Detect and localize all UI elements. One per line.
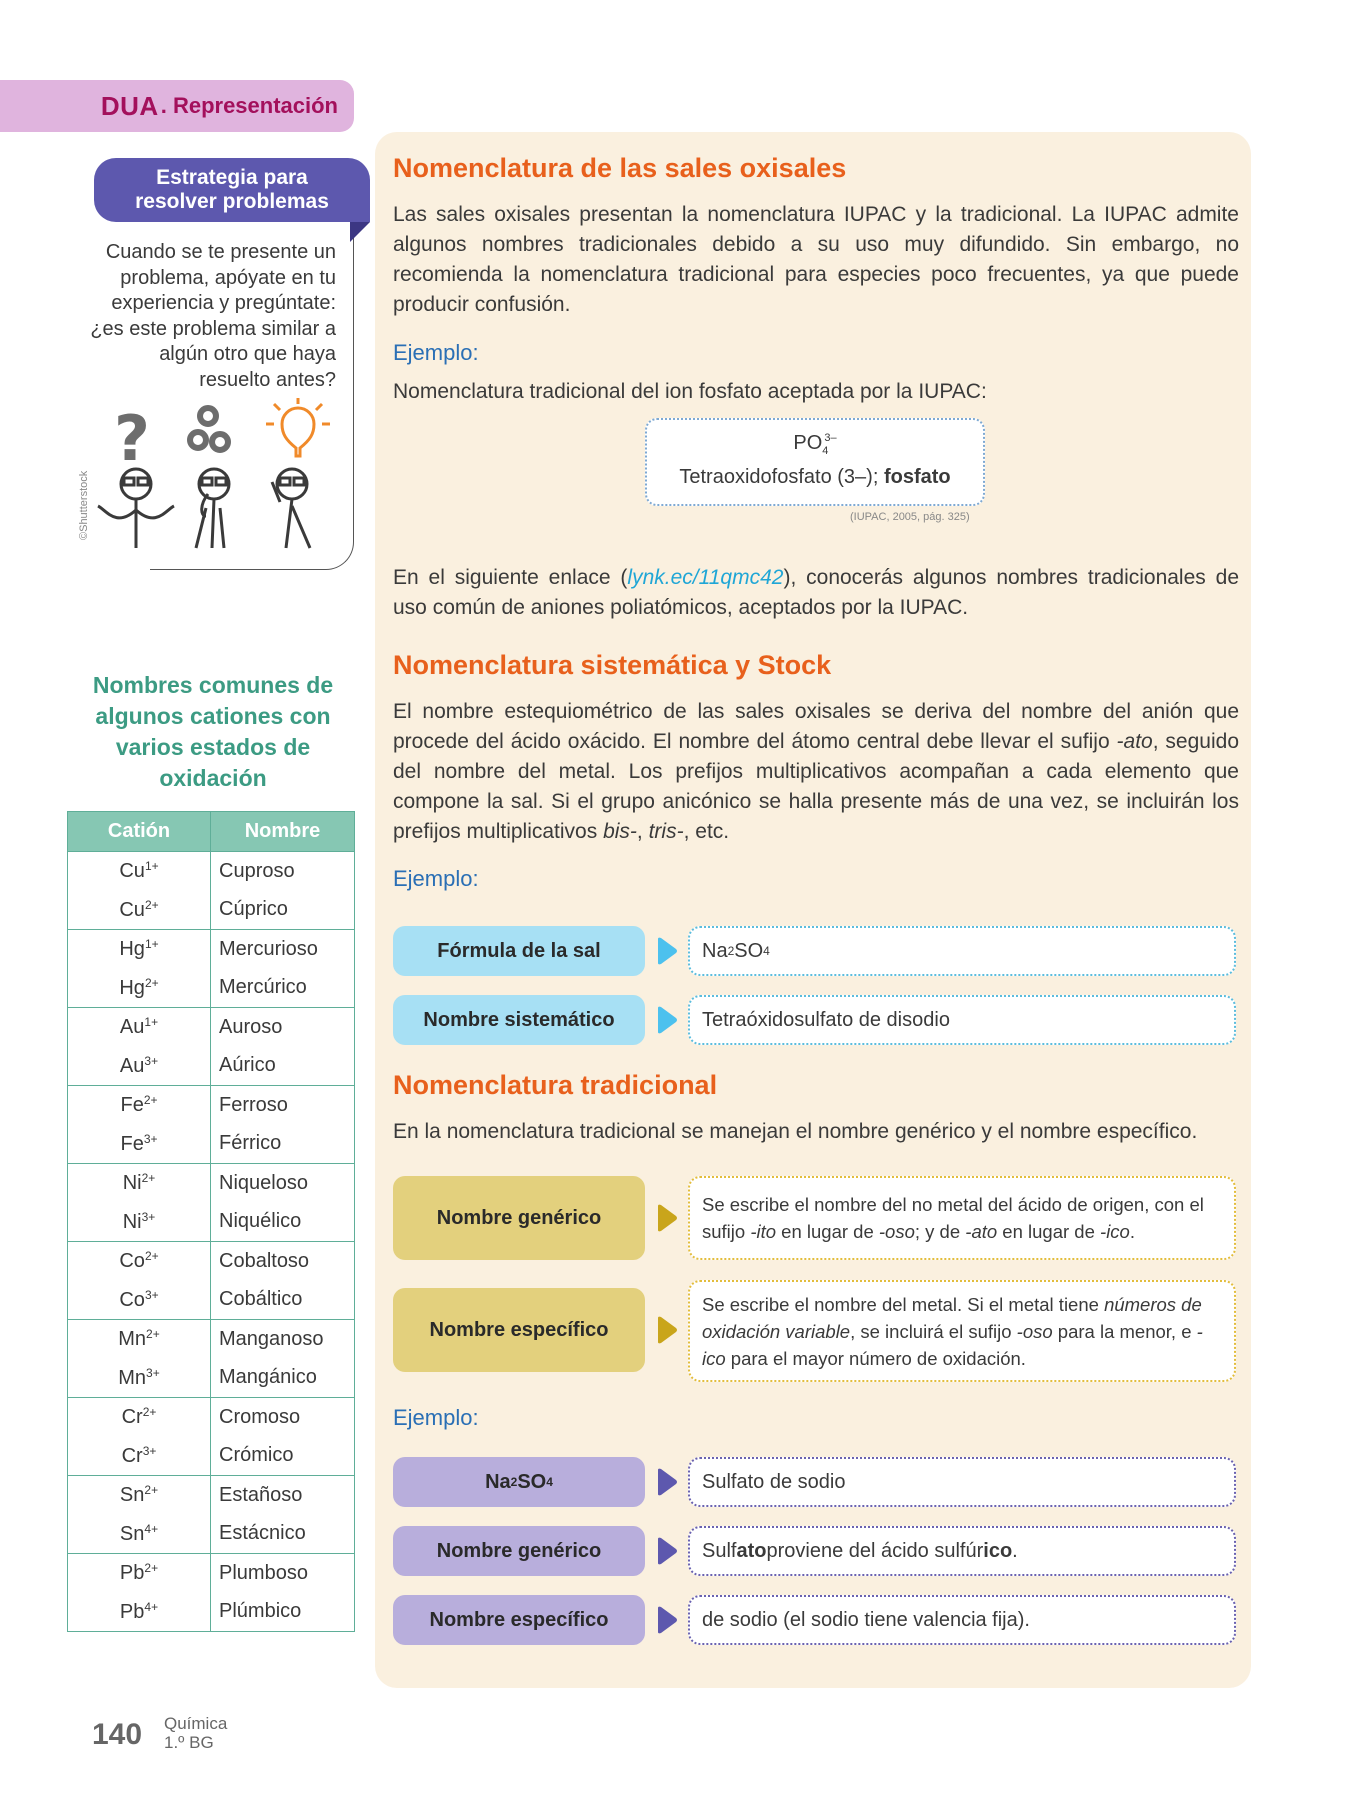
question-mark-icon <box>114 402 150 475</box>
table-row <box>68 930 355 969</box>
section-title-systematic: Nomenclatura sistemática y Stock <box>393 650 832 680</box>
element-symbol: Mn <box>118 1328 147 1351</box>
ion-charge: 2+ <box>144 1561 159 1576</box>
strategy-tab-fold <box>350 222 370 242</box>
cation-name: Manganoso <box>211 1320 355 1359</box>
specific-example-box: de sodio (el sodio tiene valencia fija). <box>688 1595 1236 1645</box>
generic-name-rule <box>688 1176 1236 1260</box>
formula-charge: 3– <box>824 432 837 445</box>
dua-label: DUA <box>100 90 159 121</box>
cation-symbol <box>68 1320 211 1359</box>
ion-charge: 3+ <box>144 1287 159 1302</box>
element-symbol: Pb <box>119 1600 145 1623</box>
element-symbol: Co <box>119 1288 145 1311</box>
table-row <box>68 1086 355 1125</box>
table-row <box>68 969 355 1008</box>
generic-example-box <box>688 1526 1236 1576</box>
ion-charge: 2+ <box>142 1405 157 1420</box>
arrow-right-icon <box>656 1204 678 1232</box>
salt-name-box: Sulfato de sodio <box>688 1457 1236 1507</box>
pill-formula <box>393 1457 645 1507</box>
arrow-right-icon <box>656 937 678 965</box>
example-label: Ejemplo: <box>393 340 479 365</box>
formula-base: PO <box>793 432 823 454</box>
cation-name: Niqueloso <box>211 1164 355 1203</box>
table-row <box>68 1008 355 1047</box>
cation-symbol <box>68 1515 211 1554</box>
cation-symbol <box>68 1593 211 1632</box>
element-symbol: Cr <box>121 1444 143 1467</box>
cation-name: Cromoso <box>211 1398 355 1437</box>
text: para el mayor número de oxidación. <box>725 1347 1026 1369</box>
element-symbol: Ni <box>122 1172 142 1195</box>
example-label: Ejemplo: <box>393 1405 479 1430</box>
cation-name: Auroso <box>211 1008 355 1047</box>
table-row <box>68 1554 355 1593</box>
suffix: -oso <box>1016 1320 1053 1342</box>
pill-specific-name: Nombre específico <box>393 1288 645 1372</box>
text: , <box>636 820 649 843</box>
ion-charge: 2+ <box>143 1093 158 1108</box>
element-symbol: Sn <box>119 1522 145 1545</box>
cation-symbol <box>68 1203 211 1242</box>
table-row <box>68 1476 355 1515</box>
suffix: -ico <box>1100 1221 1130 1242</box>
grade-level: 1.º BG <box>164 1733 214 1752</box>
element-symbol: Hg <box>119 938 145 961</box>
phosphate-example-box <box>645 418 985 506</box>
ion-charge: 2+ <box>144 1249 159 1264</box>
strategy-title-line1: Estrategia para <box>156 166 308 189</box>
cation-name: Mangánico <box>211 1359 355 1398</box>
element-symbol: Au <box>119 1016 145 1039</box>
text: . <box>1012 1540 1018 1562</box>
table-row <box>68 1281 355 1320</box>
cation-symbol <box>68 891 211 930</box>
link-suffix: ), conocerás algunos nombres tradicionales de uso común de aniones poliatómicos, aceptados por la IUPAC. <box>393 566 1239 619</box>
ion-charge: 3+ <box>143 1131 158 1146</box>
thinking-figures-illustration <box>96 398 346 558</box>
formula-subscript: 4 <box>822 445 829 457</box>
subscript: 4 <box>546 1475 553 1489</box>
ion-charge: 1+ <box>144 937 159 952</box>
cation-symbol <box>68 1476 211 1515</box>
pill-systematic-label: Nombre sistemático <box>393 995 645 1045</box>
ion-charge: 1+ <box>144 859 159 874</box>
cation-symbol <box>68 1164 211 1203</box>
table-row <box>68 1593 355 1632</box>
citation: (IUPAC, 2005, pág. 325) <box>850 511 970 523</box>
arrow-right-icon <box>656 1606 678 1634</box>
text: Na <box>702 940 728 962</box>
text: , etc. <box>683 820 730 843</box>
table-row <box>68 1125 355 1164</box>
cation-name: Niquélico <box>211 1203 355 1242</box>
table-row <box>68 1398 355 1437</box>
gears-icon <box>190 408 228 450</box>
image-credit: ©Shutterstock <box>78 470 90 540</box>
element-symbol: Fe <box>120 1094 144 1117</box>
cation-table-body <box>68 852 355 1632</box>
cation-symbol <box>68 1359 211 1398</box>
element-symbol: Cu <box>119 860 145 883</box>
svg-text:?: ? <box>114 402 150 475</box>
cation-name: Plumboso <box>211 1554 355 1593</box>
cation-symbol <box>68 930 211 969</box>
ion-charge: 2+ <box>144 897 159 912</box>
table-row <box>68 1320 355 1359</box>
pill-generic-example: Nombre genérico <box>393 1526 645 1576</box>
ion-charge: 4+ <box>144 1521 159 1536</box>
subject-name: Química <box>164 1714 228 1733</box>
table-row <box>68 1203 355 1242</box>
section-title-oxisales: Nomenclatura de las sales oxisales <box>393 153 847 183</box>
arrow-right-icon <box>656 1006 678 1034</box>
table-row <box>68 891 355 930</box>
section3-paragraph: En la nomenclatura tradicional se manejan el nombre genérico y el nombre específico. <box>393 1120 1198 1143</box>
cation-symbol <box>68 1086 211 1125</box>
table-row <box>68 1359 355 1398</box>
text: en lugar de <box>997 1221 1101 1242</box>
section2-paragraph <box>393 697 1239 847</box>
arrow-right-icon <box>656 1537 678 1565</box>
element-symbol: Pb <box>119 1562 145 1585</box>
cation-name: Estañoso <box>211 1476 355 1515</box>
cation-name: Estácnico <box>211 1515 355 1554</box>
suffix: -ato <box>965 1221 998 1242</box>
specific-name-rule <box>688 1280 1236 1382</box>
cation-name: Ferroso <box>211 1086 355 1125</box>
ion-charge: 4+ <box>144 1599 159 1614</box>
cation-name: Aúrico <box>211 1047 355 1086</box>
subscript: 2 <box>510 1475 518 1489</box>
cation-name: Mercurioso <box>211 930 355 969</box>
text: Se escribe el nombre del metal. Si el metal tiene <box>702 1293 1105 1315</box>
cation-symbol <box>68 1398 211 1437</box>
cation-symbol <box>68 1125 211 1164</box>
text: proviene del ácido sulfúr <box>766 1540 984 1562</box>
ion-charge: 1+ <box>144 1015 159 1030</box>
suffix-bold: ico <box>983 1540 1013 1562</box>
cation-table-title: Nombres comunes de algunos cationes con varios estados de oxidación <box>92 672 334 791</box>
text: Se escribe el nombre del no metal del ácido de origen, con el sufijo <box>702 1194 1204 1242</box>
text: Na <box>485 1470 511 1493</box>
cation-symbol <box>68 1047 211 1086</box>
prefix-tris: tris- <box>648 820 684 843</box>
text: SO <box>517 1470 547 1493</box>
iupac-name: Tetraoxidofosfato (3–); <box>679 466 884 488</box>
example-label: Ejemplo: <box>393 866 479 891</box>
text: SO <box>734 940 764 962</box>
resource-link[interactable]: lynk.ec/11qmc42 <box>627 566 784 589</box>
cation-name: Cúprico <box>211 891 355 930</box>
cation-symbol <box>68 1554 211 1593</box>
cation-name: Cuproso <box>211 852 355 891</box>
cation-name: Cobáltico <box>211 1281 355 1320</box>
suffix: -ico <box>702 1320 1203 1369</box>
text: , seguido del nombre del metal. Los prefijos multiplicativos acompañan a cada elemento que compone la sal. Si el grupo anicónico se halla presente más de una vez, se incluirán los prefijos multiplicativos <box>393 730 1239 843</box>
element-symbol: Sn <box>119 1484 145 1507</box>
cation-name: Crómico <box>211 1437 355 1476</box>
subscript: 4 <box>763 944 770 958</box>
dua-subtitle: . Representación <box>160 93 338 118</box>
cation-symbol <box>68 1242 211 1281</box>
section1-paragraph: Las sales oxisales presentan la nomenclatura IUPAC y la tradicional. La IUPAC admite algunos nombres tradicionales debido a su uso muy difundido. Sin embargo, no recomienda la nomenclatura tradicional para especies poco frecuentes, ya que puede producir confusión. <box>393 203 1239 316</box>
suffix: -oso <box>878 1221 915 1242</box>
cation-symbol <box>68 969 211 1008</box>
pill-specific-example: Nombre específico <box>393 1595 645 1645</box>
cation-symbol <box>68 852 211 891</box>
lightbulb-icon <box>266 398 330 456</box>
phosphate-name <box>647 466 983 489</box>
subscript: 2 <box>727 944 735 958</box>
text: en lugar de <box>776 1221 879 1242</box>
ion-charge: 3+ <box>141 1209 156 1224</box>
text: ; y de <box>914 1221 966 1242</box>
formula-value-box <box>688 926 1236 976</box>
cation-name: Plúmbico <box>211 1593 355 1632</box>
traditional-name: fosfato <box>883 466 951 488</box>
example-intro: Nomenclatura tradicional del ion fosfato aceptada por la IUPAC: <box>393 380 987 403</box>
systematic-value-box: Tetraóxidosulfato de disodio <box>688 995 1236 1045</box>
arrow-right-icon <box>656 1316 678 1344</box>
element-symbol: Co <box>119 1250 145 1273</box>
text: El nombre estequiométrico de las sales oxisales se deriva del nombre del anión que procede del ácido oxácido. El nombre del átomo central debe llevar el sufijo <box>393 700 1239 753</box>
cation-name: Férrico <box>211 1125 355 1164</box>
cation-name: Mercúrico <box>211 969 355 1008</box>
cation-symbol <box>68 1281 211 1320</box>
cation-table <box>67 811 355 1632</box>
element-symbol: Cr <box>121 1406 143 1429</box>
content-panel <box>375 132 1251 1688</box>
text: . <box>1129 1221 1135 1242</box>
suffix: -ito <box>750 1221 777 1242</box>
prefix-bis: bis- <box>603 820 637 843</box>
element-symbol: Mn <box>118 1366 147 1389</box>
rule-text <box>702 1191 1222 1245</box>
strategy-card-title <box>94 158 370 222</box>
ion-charge: 2+ <box>144 1483 159 1498</box>
table-row <box>68 1515 355 1554</box>
element-symbol: Cu <box>119 898 145 921</box>
suffix-ato: -ato <box>1116 730 1153 753</box>
section-title-traditional: Nomenclatura tradicional <box>393 1070 718 1100</box>
cation-symbol <box>68 1008 211 1047</box>
column-header-name: Nombre <box>211 812 355 852</box>
strategy-title-line2: resolver problemas <box>135 190 329 213</box>
text: , se incluirá el sufijo <box>850 1320 1017 1342</box>
rule-text <box>702 1291 1222 1372</box>
stick-figures <box>98 469 310 548</box>
element-symbol: Ni <box>122 1210 142 1233</box>
table-row <box>68 1242 355 1281</box>
footer-subject <box>164 1714 227 1752</box>
suffix-bold: ato <box>736 1540 767 1562</box>
element-symbol: Fe <box>120 1132 144 1155</box>
column-header-cation: Catión <box>68 812 211 852</box>
link-paragraph <box>393 563 1239 623</box>
table-row <box>68 1164 355 1203</box>
element-symbol: Hg <box>119 976 145 999</box>
element-symbol: Au <box>119 1054 145 1077</box>
phosphate-formula <box>647 432 983 462</box>
text: Sulf <box>702 1540 737 1562</box>
ion-charge: 3+ <box>142 1443 157 1458</box>
table-row <box>68 1437 355 1476</box>
link-prefix: En el siguiente enlace ( <box>393 566 628 589</box>
ion-charge: 2+ <box>144 975 159 990</box>
page-number: 140 <box>92 1718 143 1751</box>
pill-generic-name: Nombre genérico <box>393 1176 645 1260</box>
cation-name: Cobaltoso <box>211 1242 355 1281</box>
text: para la menor, e <box>1052 1320 1197 1342</box>
ion-charge: 2+ <box>141 1171 156 1186</box>
emphasis: números de oxidación variable <box>702 1293 1202 1342</box>
ion-charge: 2+ <box>146 1327 160 1342</box>
pill-formula-label: Fórmula de la sal <box>393 926 645 976</box>
dua-banner <box>0 80 354 132</box>
ion-charge: 3+ <box>146 1365 160 1380</box>
ion-charge: 3+ <box>144 1053 159 1068</box>
strategy-text: Cuando se te presente un problema, apóyate en tu experiencia y pregúntate: ¿es este problema similar a algún otro que haya resuelto antes? <box>90 241 336 391</box>
table-row <box>68 852 355 891</box>
table-row <box>68 1047 355 1086</box>
cation-symbol <box>68 1437 211 1476</box>
arrow-right-icon <box>656 1468 678 1496</box>
